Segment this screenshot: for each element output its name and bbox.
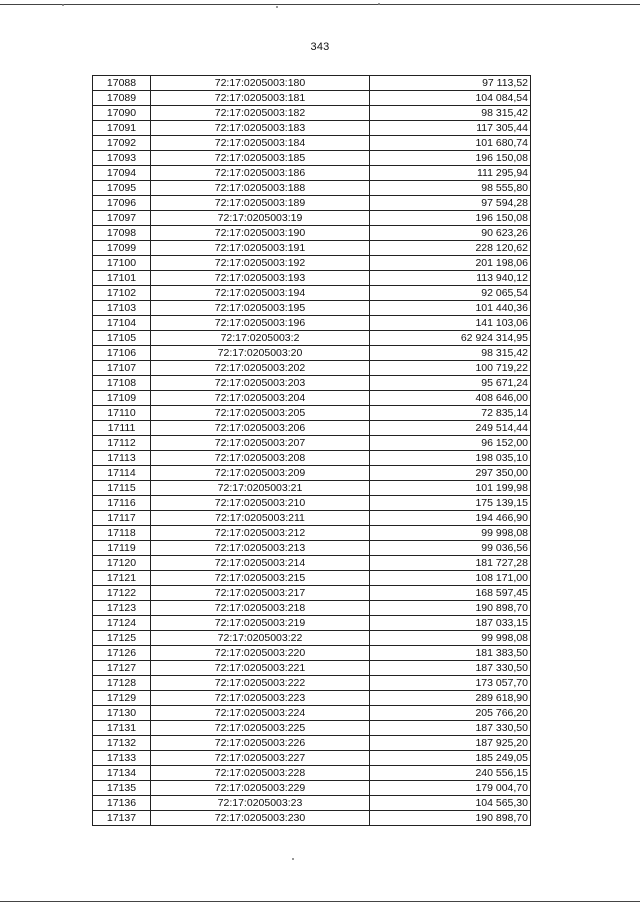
- cadastral-number-cell: 72:17:0205003:2: [151, 331, 370, 346]
- table-row: [93, 481, 531, 496]
- cadastral-value-cell: 113 940,12: [370, 271, 531, 286]
- cadastral-number-cell: 72:17:0205003:218: [151, 601, 370, 616]
- cadastral-number-cell: 72:17:0205003:207: [151, 436, 370, 451]
- table-row: [93, 376, 531, 391]
- row-number-cell: 17134: [93, 766, 151, 781]
- cadastral-number-cell: 72:17:0205003:185: [151, 151, 370, 166]
- row-number-cell: 17111: [93, 421, 151, 436]
- row-number-cell: 17099: [93, 241, 151, 256]
- cadastral-value-cell: 240 556,15: [370, 766, 531, 781]
- cadastral-value-cell: 205 766,20: [370, 706, 531, 721]
- cadastral-number-cell: 72:17:0205003:19: [151, 211, 370, 226]
- cadastral-number-cell: 72:17:0205003:181: [151, 91, 370, 106]
- cadastral-number-cell: 72:17:0205003:208: [151, 451, 370, 466]
- cadastral-number-cell: 72:17:0205003:183: [151, 121, 370, 136]
- row-number-cell: 17104: [93, 316, 151, 331]
- table-row: [93, 241, 531, 256]
- scan-speck: [276, 6, 278, 8]
- row-number-cell: 17089: [93, 91, 151, 106]
- row-number-cell: 17135: [93, 781, 151, 796]
- row-number-cell: 17117: [93, 511, 151, 526]
- cadastral-value-cell: 98 315,42: [370, 346, 531, 361]
- cadastral-value-cell: 141 103,06: [370, 316, 531, 331]
- cadastral-value-cell: 187 330,50: [370, 661, 531, 676]
- cadastral-value-cell: 185 249,05: [370, 751, 531, 766]
- table-row: [93, 286, 531, 301]
- row-number-cell: 17101: [93, 271, 151, 286]
- table-row: [93, 721, 531, 736]
- cadastral-value-cell: 104 084,54: [370, 91, 531, 106]
- row-number-cell: 17122: [93, 586, 151, 601]
- table-row: [93, 601, 531, 616]
- row-number-cell: 17118: [93, 526, 151, 541]
- cadastral-value-cell: 97 594,28: [370, 196, 531, 211]
- cadastral-value-cell: 198 035,10: [370, 451, 531, 466]
- row-number-cell: 17136: [93, 796, 151, 811]
- cadastral-number-cell: 72:17:0205003:204: [151, 391, 370, 406]
- table-row: [93, 406, 531, 421]
- table-row: [93, 166, 531, 181]
- cadastral-number-cell: 72:17:0205003:189: [151, 196, 370, 211]
- table-row: [93, 571, 531, 586]
- table-row: [93, 106, 531, 121]
- row-number-cell: 17126: [93, 646, 151, 661]
- cadastral-number-cell: 72:17:0205003:220: [151, 646, 370, 661]
- cadastral-value-cell: 187 033,15: [370, 616, 531, 631]
- cadastral-number-cell: 72:17:0205003:222: [151, 676, 370, 691]
- cadastral-number-cell: 72:17:0205003:190: [151, 226, 370, 241]
- cadastral-number-cell: 72:17:0205003:212: [151, 526, 370, 541]
- row-number-cell: 17115: [93, 481, 151, 496]
- table-row: [93, 226, 531, 241]
- page-number: 343: [310, 41, 330, 53]
- row-number-cell: 17131: [93, 721, 151, 736]
- row-number-cell: 17108: [93, 376, 151, 391]
- scan-speck: [62, 4, 64, 6]
- table-row: [93, 346, 531, 361]
- scan-bottom-edge: [0, 901, 640, 905]
- table-row: [93, 661, 531, 676]
- row-number-cell: 17129: [93, 691, 151, 706]
- table-row: [93, 496, 531, 511]
- table-row: [93, 766, 531, 781]
- row-number-cell: 17090: [93, 106, 151, 121]
- row-number-cell: 17093: [93, 151, 151, 166]
- row-number-cell: 17127: [93, 661, 151, 676]
- cadastral-value-cell: 98 555,80: [370, 181, 531, 196]
- cadastral-number-cell: 72:17:0205003:195: [151, 301, 370, 316]
- table-row: [93, 181, 531, 196]
- cadastral-value-cell: 117 305,44: [370, 121, 531, 136]
- cadastral-value-cell: 108 171,00: [370, 571, 531, 586]
- cadastral-value-cell: 297 350,00: [370, 466, 531, 481]
- table-row: [93, 76, 531, 91]
- table-row: [93, 631, 531, 646]
- cadastral-value-cell: 196 150,08: [370, 151, 531, 166]
- row-number-cell: 17095: [93, 181, 151, 196]
- cadastral-value-cell: 181 383,50: [370, 646, 531, 661]
- cadastral-value-cell: 408 646,00: [370, 391, 531, 406]
- table-row: [93, 796, 531, 811]
- row-number-cell: 17103: [93, 301, 151, 316]
- table-row: [93, 526, 531, 541]
- cadastral-number-cell: 72:17:0205003:192: [151, 256, 370, 271]
- cadastral-number-cell: 72:17:0205003:213: [151, 541, 370, 556]
- table-row: [93, 586, 531, 601]
- cadastral-number-cell: 72:17:0205003:226: [151, 736, 370, 751]
- row-number-cell: 17124: [93, 616, 151, 631]
- row-number-cell: 17105: [93, 331, 151, 346]
- cadastral-number-cell: 72:17:0205003:21: [151, 481, 370, 496]
- table-row: [93, 211, 531, 226]
- cadastral-value-cell: 95 671,24: [370, 376, 531, 391]
- cadastral-number-cell: 72:17:0205003:219: [151, 616, 370, 631]
- row-number-cell: 17094: [93, 166, 151, 181]
- cadastral-number-cell: 72:17:0205003:221: [151, 661, 370, 676]
- row-number-cell: 17112: [93, 436, 151, 451]
- scan-top-edge: [0, 0, 640, 5]
- row-number-cell: 17097: [93, 211, 151, 226]
- cadastral-value-cell: 96 152,00: [370, 436, 531, 451]
- table-row: [93, 421, 531, 436]
- table-row: [93, 136, 531, 151]
- cadastral-value-cell: 249 514,44: [370, 421, 531, 436]
- row-number-cell: 17130: [93, 706, 151, 721]
- table-row: [93, 556, 531, 571]
- cadastral-value-cell: 179 004,70: [370, 781, 531, 796]
- table-row: [93, 676, 531, 691]
- cadastral-value-cell: 104 565,30: [370, 796, 531, 811]
- row-number-cell: 17137: [93, 811, 151, 826]
- row-number-cell: 17091: [93, 121, 151, 136]
- row-number-cell: 17092: [93, 136, 151, 151]
- cadastral-number-cell: 72:17:0205003:209: [151, 466, 370, 481]
- table-body: [93, 76, 531, 826]
- row-number-cell: 17119: [93, 541, 151, 556]
- cadastral-number-cell: 72:17:0205003:22: [151, 631, 370, 646]
- cadastral-number-cell: 72:17:0205003:225: [151, 721, 370, 736]
- cadastral-value-cell: 201 198,06: [370, 256, 531, 271]
- cadastral-value-cell: 62 924 314,95: [370, 331, 531, 346]
- cadastral-number-cell: 72:17:0205003:206: [151, 421, 370, 436]
- row-number-cell: 17133: [93, 751, 151, 766]
- cadastral-number-cell: 72:17:0205003:184: [151, 136, 370, 151]
- scan-speck: [292, 858, 294, 860]
- table-row: [93, 361, 531, 376]
- row-number-cell: 17110: [93, 406, 151, 421]
- cadastral-value-cell: 101 199,98: [370, 481, 531, 496]
- cadastral-value-cell: 181 727,28: [370, 556, 531, 571]
- cadastral-value-cell: 101 680,74: [370, 136, 531, 151]
- table-row: [93, 706, 531, 721]
- cadastral-number-cell: 72:17:0205003:203: [151, 376, 370, 391]
- table-row: [93, 811, 531, 826]
- row-number-cell: 17096: [93, 196, 151, 211]
- cadastral-number-cell: 72:17:0205003:191: [151, 241, 370, 256]
- row-number-cell: 17106: [93, 346, 151, 361]
- cadastral-value-cell: 190 898,70: [370, 601, 531, 616]
- table-row: [93, 196, 531, 211]
- row-number-cell: 17109: [93, 391, 151, 406]
- cadastral-number-cell: 72:17:0205003:211: [151, 511, 370, 526]
- cadastral-value-cell: 100 719,22: [370, 361, 531, 376]
- cadastral-number-cell: 72:17:0205003:180: [151, 76, 370, 91]
- table-row: [93, 466, 531, 481]
- cadastral-number-cell: 72:17:0205003:193: [151, 271, 370, 286]
- row-number-cell: 17116: [93, 496, 151, 511]
- cadastral-value-cell: 72 835,14: [370, 406, 531, 421]
- cadastral-value-table: [92, 75, 531, 826]
- cadastral-value-cell: 187 925,20: [370, 736, 531, 751]
- cadastral-number-cell: 72:17:0205003:23: [151, 796, 370, 811]
- cadastral-number-cell: 72:17:0205003:188: [151, 181, 370, 196]
- scan-speck: [378, 3, 380, 5]
- row-number-cell: 17107: [93, 361, 151, 376]
- table-row: [93, 511, 531, 526]
- table-row: [93, 616, 531, 631]
- table-row: [93, 691, 531, 706]
- cadastral-number-cell: 72:17:0205003:205: [151, 406, 370, 421]
- cadastral-value-cell: 289 618,90: [370, 691, 531, 706]
- row-number-cell: 17098: [93, 226, 151, 241]
- cadastral-number-cell: 72:17:0205003:214: [151, 556, 370, 571]
- row-number-cell: 17123: [93, 601, 151, 616]
- row-number-cell: 17120: [93, 556, 151, 571]
- row-number-cell: 17132: [93, 736, 151, 751]
- row-number-cell: 17125: [93, 631, 151, 646]
- cadastral-number-cell: 72:17:0205003:196: [151, 316, 370, 331]
- cadastral-number-cell: 72:17:0205003:229: [151, 781, 370, 796]
- cadastral-value-cell: 101 440,36: [370, 301, 531, 316]
- cadastral-number-cell: 72:17:0205003:210: [151, 496, 370, 511]
- table-row: [93, 91, 531, 106]
- cadastral-number-cell: 72:17:0205003:194: [151, 286, 370, 301]
- cadastral-value-cell: 90 623,26: [370, 226, 531, 241]
- table-row: [93, 331, 531, 346]
- cadastral-number-cell: 72:17:0205003:215: [151, 571, 370, 586]
- cadastral-number-cell: 72:17:0205003:217: [151, 586, 370, 601]
- cadastral-number-cell: 72:17:0205003:20: [151, 346, 370, 361]
- table-row: [93, 646, 531, 661]
- row-number-cell: 17100: [93, 256, 151, 271]
- table-row: [93, 541, 531, 556]
- table-row: [93, 316, 531, 331]
- cadastral-value-cell: 173 057,70: [370, 676, 531, 691]
- cadastral-value-cell: 111 295,94: [370, 166, 531, 181]
- row-number-cell: 17088: [93, 76, 151, 91]
- cadastral-number-cell: 72:17:0205003:230: [151, 811, 370, 826]
- cadastral-value-cell: 99 998,08: [370, 631, 531, 646]
- cadastral-value-cell: 99 036,56: [370, 541, 531, 556]
- cadastral-value-cell: 194 466,90: [370, 511, 531, 526]
- table-row: [93, 121, 531, 136]
- cadastral-number-cell: 72:17:0205003:202: [151, 361, 370, 376]
- cadastral-value-cell: 187 330,50: [370, 721, 531, 736]
- table-row: [93, 436, 531, 451]
- cadastral-value-cell: 99 998,08: [370, 526, 531, 541]
- table-row: [93, 391, 531, 406]
- cadastral-number-cell: 72:17:0205003:186: [151, 166, 370, 181]
- cadastral-number-cell: 72:17:0205003:224: [151, 706, 370, 721]
- cadastral-value-cell: 97 113,52: [370, 76, 531, 91]
- row-number-cell: 17121: [93, 571, 151, 586]
- row-number-cell: 17113: [93, 451, 151, 466]
- table-row: [93, 736, 531, 751]
- cadastral-value-cell: 196 150,08: [370, 211, 531, 226]
- cadastral-number-cell: 72:17:0205003:182: [151, 106, 370, 121]
- row-number-cell: 17102: [93, 286, 151, 301]
- cadastral-value-cell: 168 597,45: [370, 586, 531, 601]
- table-row: [93, 751, 531, 766]
- table-row: [93, 301, 531, 316]
- cadastral-value-cell: 92 065,54: [370, 286, 531, 301]
- row-number-cell: 17114: [93, 466, 151, 481]
- cadastral-value-cell: 98 315,42: [370, 106, 531, 121]
- cadastral-number-cell: 72:17:0205003:228: [151, 766, 370, 781]
- cadastral-value-cell: 175 139,15: [370, 496, 531, 511]
- cadastral-value-cell: 190 898,70: [370, 811, 531, 826]
- cadastral-value-cell: 228 120,62: [370, 241, 531, 256]
- table-row: [93, 271, 531, 286]
- cadastral-number-cell: 72:17:0205003:227: [151, 751, 370, 766]
- table-row: [93, 151, 531, 166]
- table-row: [93, 781, 531, 796]
- table-row: [93, 256, 531, 271]
- cadastral-number-cell: 72:17:0205003:223: [151, 691, 370, 706]
- row-number-cell: 17128: [93, 676, 151, 691]
- table-row: [93, 451, 531, 466]
